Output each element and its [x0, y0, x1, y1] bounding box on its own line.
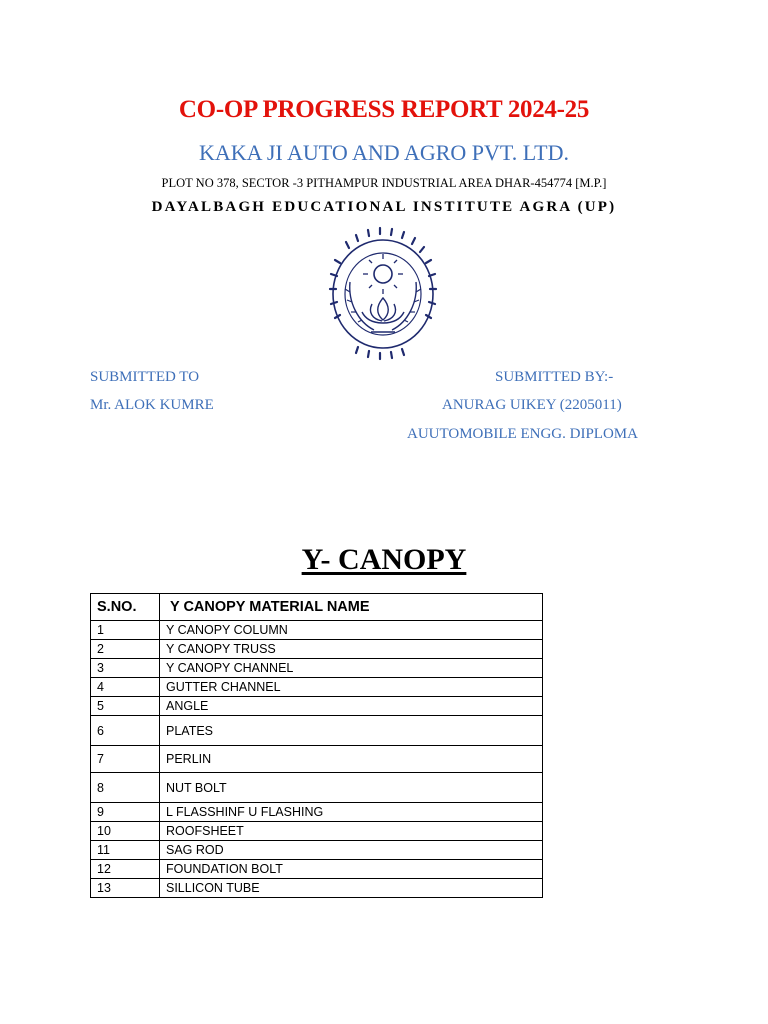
cell-material: ANGLE	[160, 697, 543, 716]
submitted-to-name: Mr. ALOK KUMRE	[90, 397, 214, 413]
table-row	[91, 773, 543, 803]
cell-material: Y CANOPY TRUSS	[160, 640, 543, 659]
cell-sno: 2	[91, 640, 160, 659]
table-row	[91, 879, 543, 898]
cell-sno: 4	[91, 678, 160, 697]
table-header-row	[91, 594, 543, 621]
institute-seal-icon	[316, 222, 450, 362]
section-title	[0, 543, 768, 577]
cell-sno: 5	[91, 697, 160, 716]
table-row	[91, 822, 543, 841]
submitted-by-department: AUUTOMOBILE ENGG. DIPLOMA	[407, 426, 638, 442]
report-title: CO-OP PROGRESS REPORT 2024-25	[178, 96, 590, 123]
cell-sno: 10	[91, 822, 160, 841]
table-row	[91, 716, 543, 746]
cell-sno: 7	[91, 746, 160, 773]
cell-sno: 9	[91, 803, 160, 822]
cell-sno: 1	[91, 621, 160, 640]
cell-material: PERLIN	[160, 746, 543, 773]
cell-sno: 12	[91, 860, 160, 879]
table-row	[91, 621, 543, 640]
table-row	[91, 678, 543, 697]
institute-name: DAYALBAGH EDUCATIONAL INSTITUTE AGRA (UP)	[151, 199, 617, 215]
cell-material: PLATES	[160, 716, 543, 746]
submitted-by-name: ANURAG UIKEY (2205011)	[442, 397, 622, 413]
table-row	[91, 746, 543, 773]
cell-sno: 11	[91, 841, 160, 860]
company-address: PLOT NO 378, SECTOR -3 PITHAMPUR INDUSTRIAL AREA DHAR-454774 [M.P.]	[161, 176, 607, 190]
submitted-to-label: SUBMITTED TO	[90, 369, 200, 385]
column-header-material: Y CANOPY MATERIAL NAME	[160, 594, 543, 621]
cell-material: ROOFSHEET	[160, 822, 543, 841]
table-row	[91, 803, 543, 822]
table-row	[91, 860, 543, 879]
submitted-by-label: SUBMITTED BY:-	[495, 369, 614, 385]
table-row	[91, 640, 543, 659]
cell-sno: 13	[91, 879, 160, 898]
column-header-sno: S.NO.	[91, 594, 160, 621]
cell-material: SILLICON TUBE	[160, 879, 543, 898]
cell-sno: 8	[91, 773, 160, 803]
company-name: KAKA JI AUTO AND AGRO PVT. LTD.	[199, 140, 569, 165]
cell-material: Y CANOPY COLUMN	[160, 621, 543, 640]
cell-sno: 3	[91, 659, 160, 678]
cell-material: NUT BOLT	[160, 773, 543, 803]
table-row	[91, 697, 543, 716]
section-title-text: Y- CANOPY	[301, 543, 467, 576]
cell-material: GUTTER CHANNEL	[160, 678, 543, 697]
table-row	[91, 841, 543, 860]
table-row	[91, 659, 543, 678]
cell-sno: 6	[91, 716, 160, 746]
material-table	[90, 593, 543, 898]
cell-material: L FLASSHINF U FLASHING	[160, 803, 543, 822]
cell-material: SAG ROD	[160, 841, 543, 860]
cell-material: Y CANOPY CHANNEL	[160, 659, 543, 678]
cell-material: FOUNDATION BOLT	[160, 860, 543, 879]
